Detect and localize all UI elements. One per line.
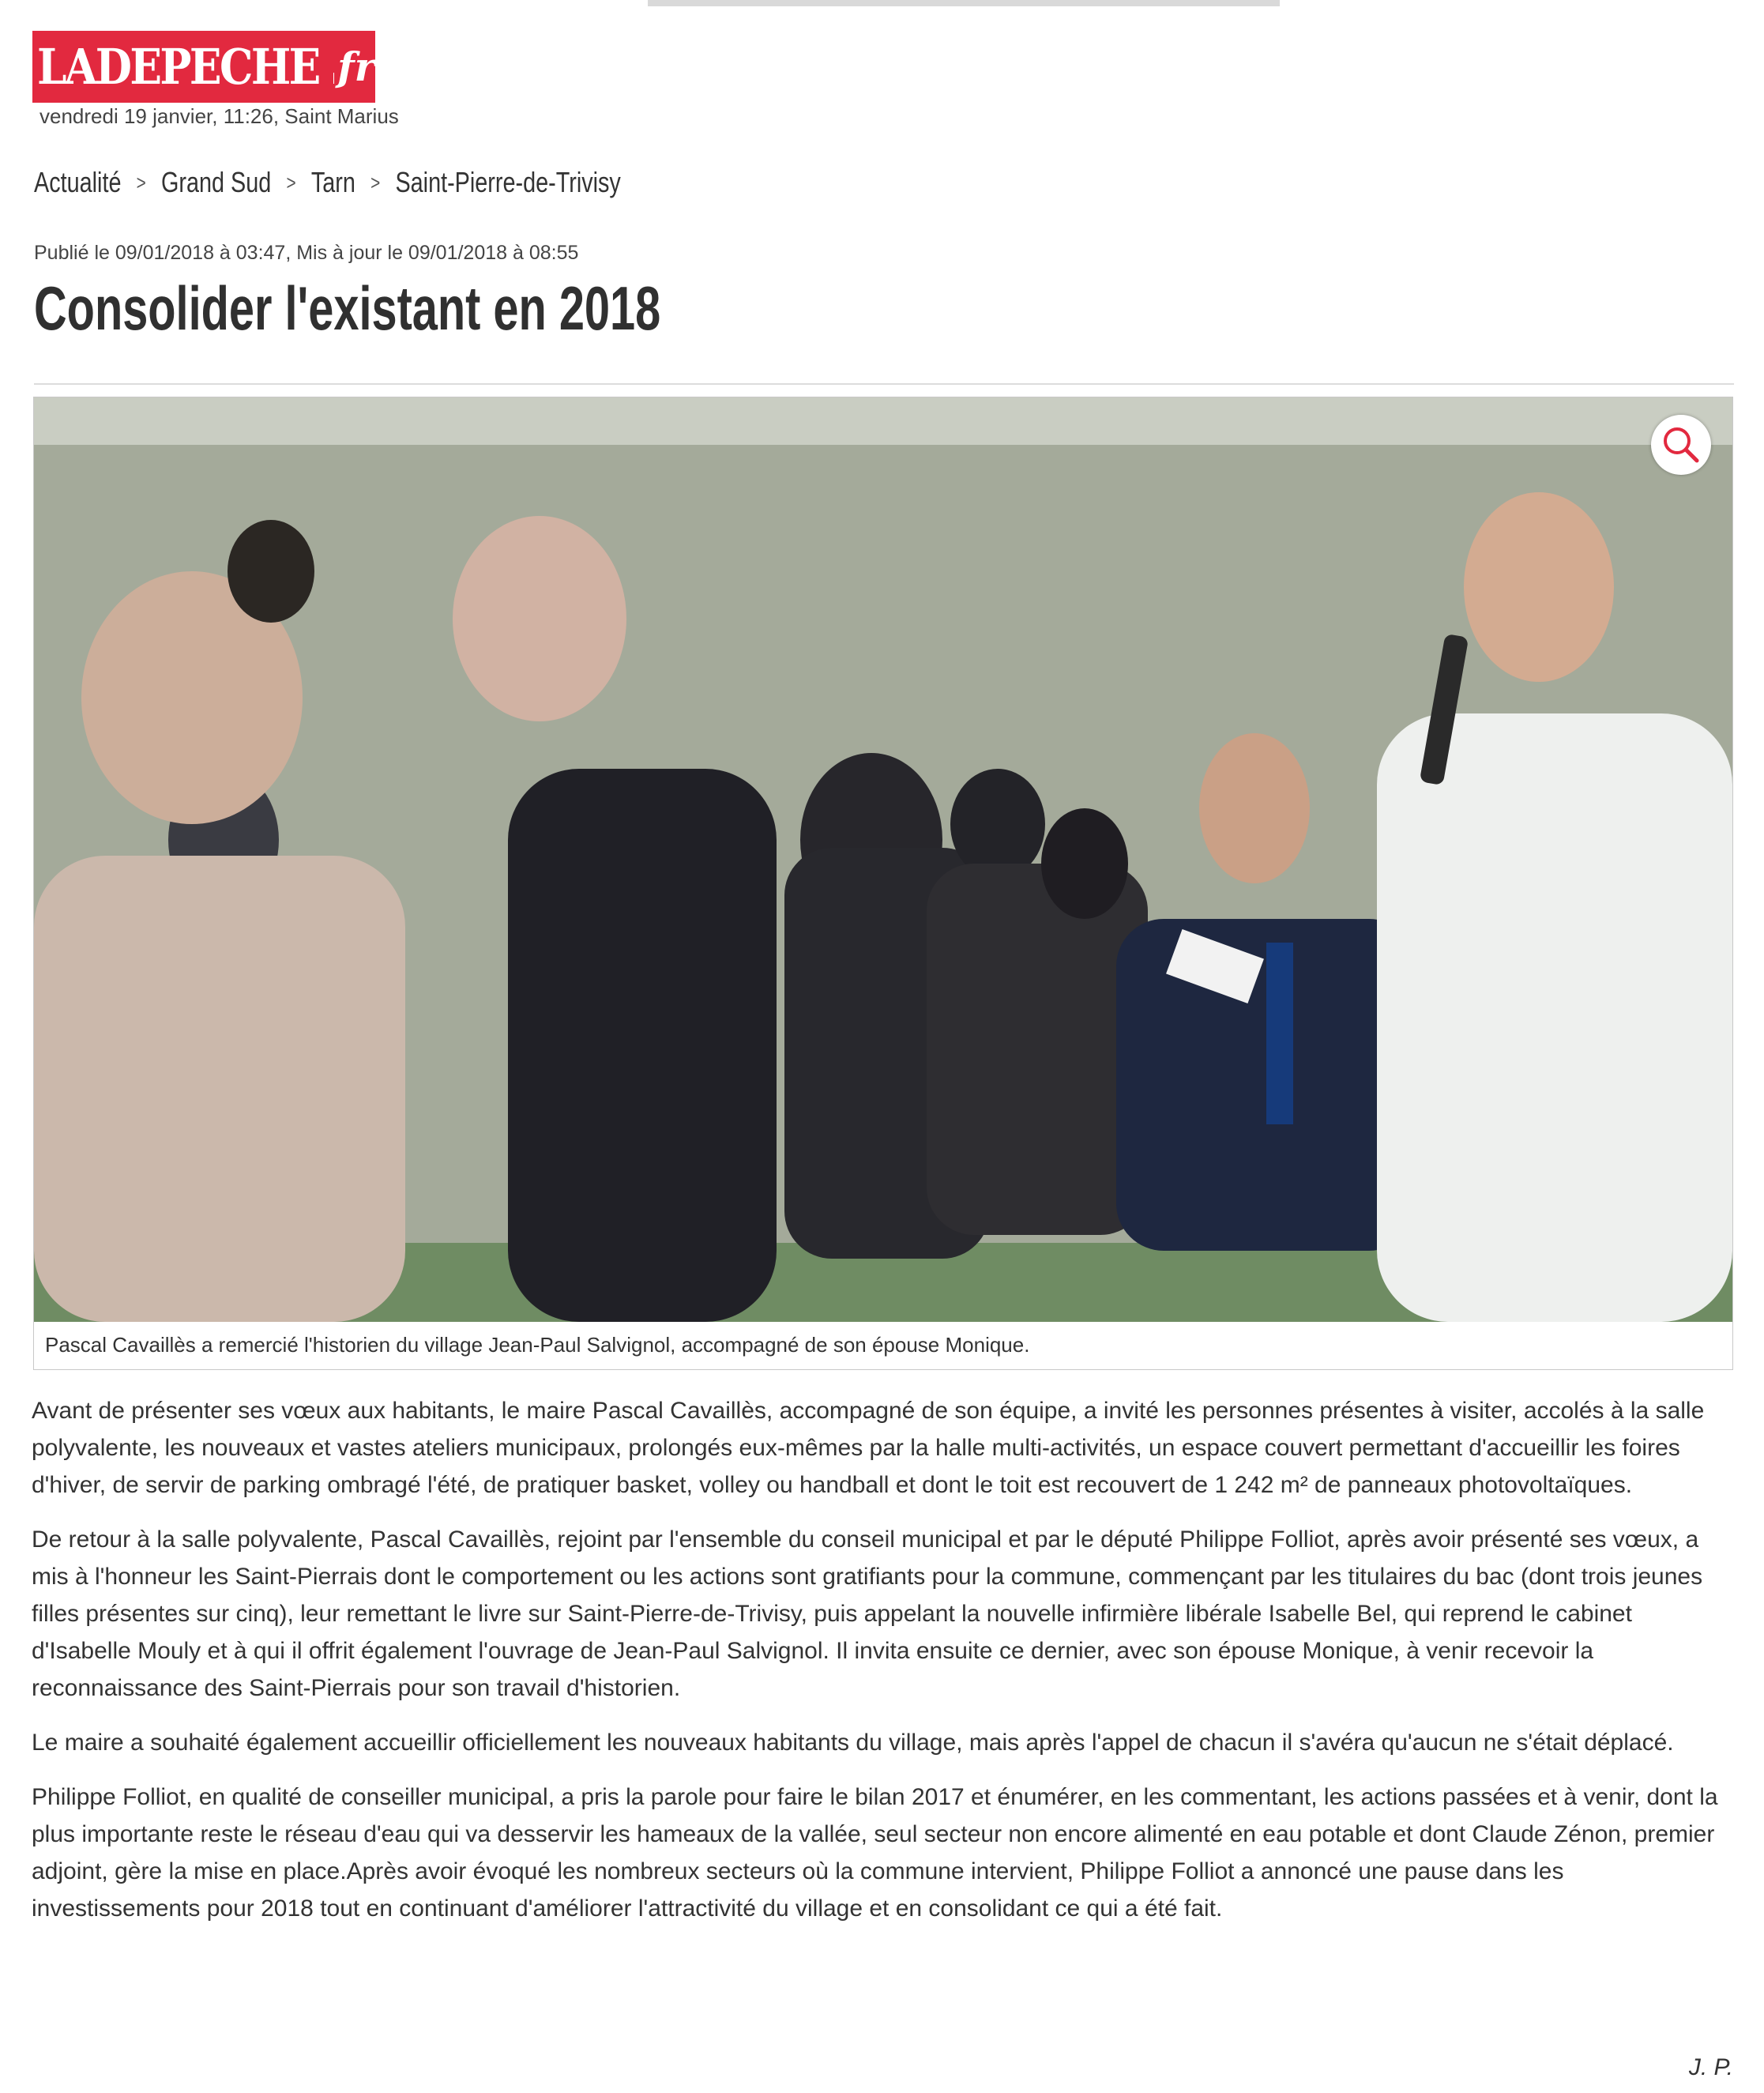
article-figure bbox=[33, 397, 1733, 1370]
divider bbox=[34, 383, 1734, 385]
article-paragraph: Le maire a souhaité également accueillir officiellement les nouveaux habitants du village, mais après l'appel de chacun il s'avéra qu'aucun ne s'était déplacé. bbox=[32, 1730, 1674, 1756]
breadcrumb-item-actualite[interactable]: Actualité bbox=[34, 166, 122, 198]
logo-suffix: fr bbox=[337, 43, 375, 90]
author-signature: J. P. bbox=[1688, 2054, 1733, 2080]
magnifier-icon bbox=[1651, 415, 1711, 475]
breadcrumb-item-grand-sud[interactable]: Grand Sud bbox=[161, 166, 272, 198]
scan-artifact-bar bbox=[648, 0, 1280, 6]
article-photo[interactable] bbox=[34, 397, 1732, 1322]
site-logo[interactable] bbox=[32, 31, 375, 103]
breadcrumb bbox=[34, 166, 621, 199]
breadcrumb-separator: > bbox=[136, 170, 146, 194]
breadcrumb-item-tarn[interactable]: Tarn bbox=[310, 166, 355, 198]
breadcrumb-separator: > bbox=[286, 170, 296, 194]
breadcrumb-separator: > bbox=[370, 170, 381, 194]
current-date: vendredi 19 janvier, 11:26, Saint Marius bbox=[39, 104, 399, 128]
article-paragraph: De retour à la salle polyvalente, Pascal Cavaillès, rejoint par l'ensemble du conseil municipal et par le député Philippe Folliot, après avoir présenté ses vœux, a mis à l'honneur les Saint-Pierrais dont le comportement ou les actions sont gratifiants pour la commune, commençant par les titulaires du bac (dont trois jeunes filles présentes sur cinq), leur remettant le livre sur Saint-Pierre-de-Trivisy, puis appelant la nouvelle infirmière libérale Isabelle Bel, qui reprend le cabinet d'Isabelle Mouly et à qui il offrit également l'ouvrage de Jean-Paul Salvignol. Il invita ensuite ce dernier, avec son épouse Monique, à venir recevoir la reconnaissance des Saint-Pierrais pour son travail d'historien. bbox=[32, 1526, 1703, 1701]
publication-date: Publié le 09/01/2018 à 03:47, Mis à jour le 09/01/2018 à 08:55 bbox=[34, 242, 579, 264]
article-body bbox=[32, 1392, 1734, 1944]
photo-caption: Pascal Cavaillès a remercié l'historien du village Jean-Paul Salvignol, accompagné de son épouse Monique. bbox=[45, 1333, 1030, 1357]
article-paragraph: Philippe Folliot, en qualité de conseiller municipal, a pris la parole pour faire le bilan 2017 et énumérer, en les commentant, les actions passées et à venir, dont la plus importante reste le réseau d'eau qui va desservir les hameaux de la vallée, seul secteur non encore alimenté en eau potable et dont Claude Zénon, premier adjoint, gère la mise en place.Après avoir évoqué les nombreux secteurs où la commune intervient, Philippe Folliot a annoncé une pause dans les investissements pour 2018 tout en continuant d'améliorer l'attractivité du village et en consolidant ce qui a été fait. bbox=[32, 1784, 1718, 1922]
article-paragraph: Avant de présenter ses vœux aux habitants, le maire Pascal Cavaillès, accompagné de son équipe, a invité les personnes présentes à visiter, accolés à la salle polyvalente, les nouveaux et vastes ateliers municipaux, prolongés eux-mêmes par la halle multi-activités, un espace couvert permettant d'accueillir les foires d'hiver, de servir de parking ombragé l'été, de pratiquer basket, volley ou handball et dont le toit est recouvert de 1 242 m² de panneaux photovoltaïques. bbox=[32, 1398, 1705, 1498]
breadcrumb-item-saint-pierre[interactable]: Saint-Pierre-de-Trivisy bbox=[395, 166, 621, 198]
logo-dot bbox=[333, 73, 334, 84]
logo-wordmark: LADEPECHE bbox=[37, 38, 319, 96]
article-headline: Consolider l'existant en 2018 bbox=[34, 273, 661, 343]
zoom-button[interactable] bbox=[1651, 415, 1711, 475]
